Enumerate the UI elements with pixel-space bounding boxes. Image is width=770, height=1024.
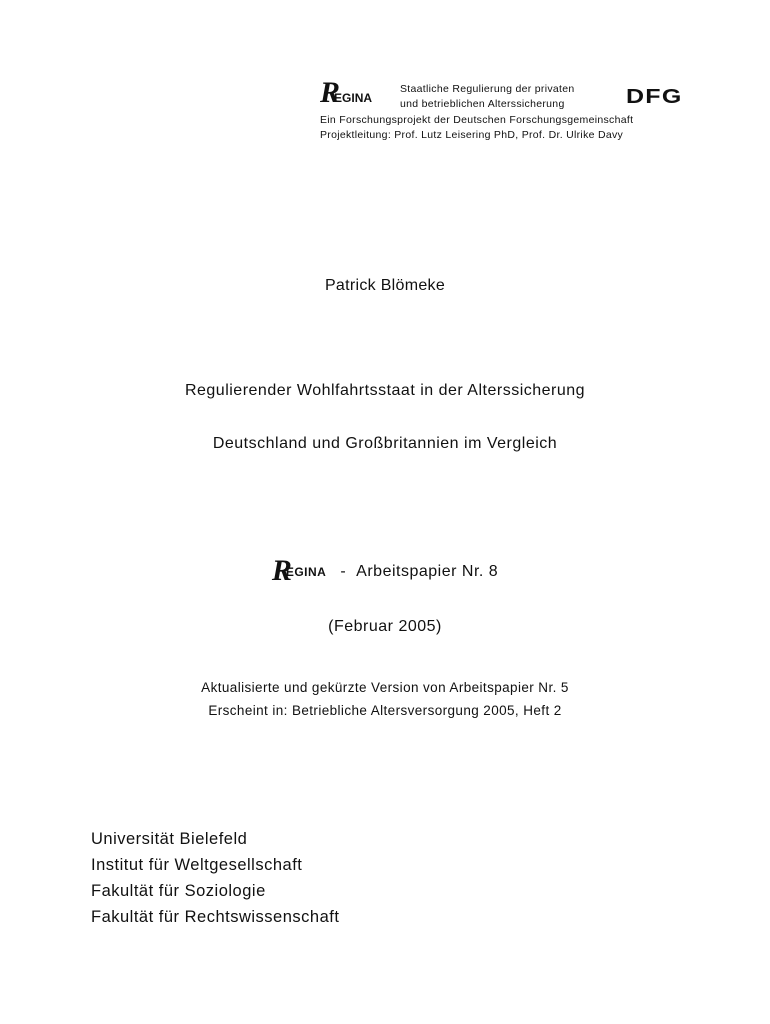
faculty-sociology: Fakultät für Soziologie <box>91 882 266 900</box>
institute-name: Institut für Weltgesellschaft <box>91 856 303 874</box>
faculty-law: Fakultät für Rechtswissenschaft <box>91 908 340 926</box>
publication-date: (Februar 2005) <box>328 618 442 635</box>
project-description-line1: Staatliche Regulierung der privaten <box>400 83 575 95</box>
project-lead-line: Projektleitung: Prof. Lutz Leisering PhD, Prof. Dr. Ulrike Davy <box>320 129 624 141</box>
series-line <box>0 556 770 586</box>
project-description <box>400 82 575 112</box>
version-note: Aktualisierte und gekürzte Version von Arbeitspapier Nr. 5 <box>201 680 569 695</box>
series-label: Arbeitspapier Nr. 8 <box>356 563 499 580</box>
regina-logo <box>320 78 400 108</box>
series-regina-logo-initial: R <box>271 554 290 587</box>
author-name: Patrick Blömeke <box>324 277 446 294</box>
regina-logo-initial: R <box>320 76 339 109</box>
project-description-line2: und betrieblichen Alterssicherung <box>400 98 565 110</box>
project-funding-line: Ein Forschungsprojekt der Deutschen Forschungsgemeinschaft <box>320 114 634 126</box>
series-regina-logo-text: EGINA <box>285 565 327 579</box>
series-dash: - <box>340 563 347 580</box>
document-subtitle: Deutschland und Großbritannien im Vergleich <box>212 435 558 452</box>
dfg-logo: DFG <box>626 86 683 108</box>
series-regina-logo <box>271 554 327 587</box>
regina-logo-text: EGINA <box>334 91 373 105</box>
document-title: Regulierender Wohlfahrtsstaat in der Alterssicherung <box>184 382 586 399</box>
university-name: Universität Bielefeld <box>91 830 248 848</box>
publication-note: Erscheint in: Betriebliche Altersversorgung 2005, Heft 2 <box>208 703 562 718</box>
